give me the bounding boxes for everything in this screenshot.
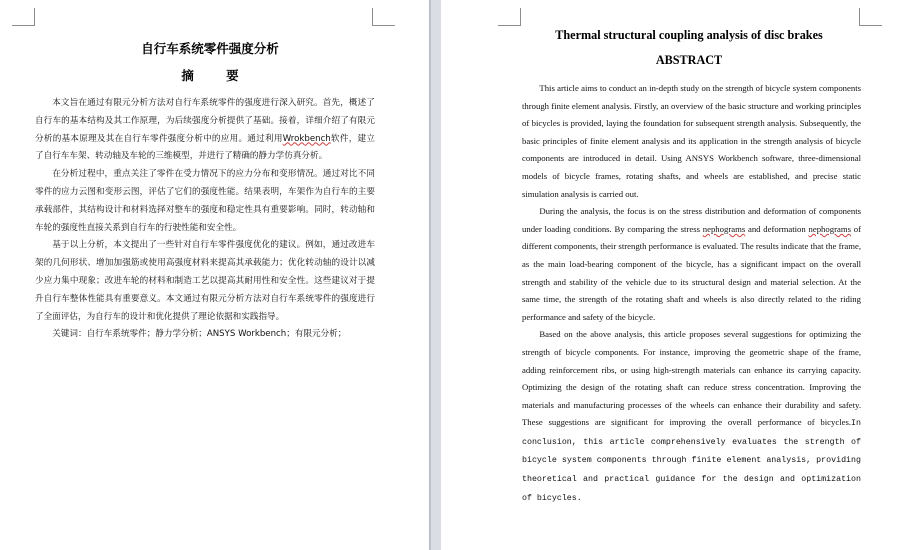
english-paragraph-2-text-b: and deformation [745,223,809,234]
english-paragraph-3-mono-text: In conclusion, this article comprehensively evaluates the strength of bicycle system components through finite element analysis, providing theoretical and practical guidance for the design and optimization of bicycles. [522,419,861,503]
english-paragraph-2 [522,203,861,326]
english-paragraph-2-text-a: During the analysis, the focus is on the stress distribution and deformation of components under loading conditions. By comparing the stress [522,206,861,234]
chinese-paragraph-1-text-end: 软件，建立了自行车车架、转动轴及车轮的三维模型，并进行了精确的静力学仿真分析。 [35,133,375,162]
corner-mark-top-right [372,8,395,26]
chinese-abstract-body [35,95,375,344]
english-abstract-body [522,80,861,507]
english-paragraph-3 [522,326,861,507]
english-title: Thermal structural coupling analysis of disc brakes [555,28,823,42]
chinese-keywords: 关键词：自行车系统零件；静力学分析；ANSYS Workbench；有限元分析； [52,329,347,340]
chinese-title: 自行车系统零件强度分析 [141,41,279,56]
english-abstract-heading: ABSTRACT [655,53,723,67]
corner-mark-top-left [498,8,521,26]
corner-mark-top-right [859,8,882,26]
chinese-paragraph-2: 在分析过程中，重点关注了零件在受力情况下的应力分布和变形情况。通过对比不同零件的应力云图和变形云图，评估了它们的强度性能。结果表明，车架作为自行车的主要承载部件，其结构设计和材料选择对整车的强度和稳定性具有重要影响。同时，转动轴和车轮的强度性直接关系到自行车的行驶性能和安全性。 [35,169,375,233]
misspelled-term-2: nephograms [808,223,851,234]
english-paragraph-1: This article aims to conduct an in-depth study on the strength of bicycle system components through finite element analysis. Firstly, an overview of the basic structure and working principles of bicycles is provided, laying the foundation for subsequent strength analysis. Subsequently, the basic principles of finite element analysis and its application in the strength analysis of bicycle components are introduced in detail. Using ANSYS Workbench software, three-dimensional models of bicycle frames, rotating shafts, and wheels are established, and precise static simulation analysis is carried out. [522,83,861,199]
corner-mark-top-left [12,8,35,26]
english-paragraph-2-text-c: of different components, their strength performance is evaluated. The results indicate that the frame, as the main load-bearing component of the bicycle, has a significant impact on the overall strength and stability of the vehicle due to its structural design and material selection. At the same time, the strength of the rotating shaft and wheels is also directly related to the riding performance and safety of the bicycle. [522,223,861,322]
misspelled-term: Wrokbench [282,133,331,144]
chinese-paragraph-1-text: 本文旨在通过有限元分析方法对自行车系统零件的强度进行深入研究。首先，概述了自行车的基本结构及其工作原理，为后续强度分析提供了基础。接着，详细介绍了有限元分析的基本原理及其在自行车零件强度分析中的应用。通过利用 [35,98,375,144]
english-paragraph-3-text: Based on the above analysis, this article proposes several suggestions for optimizing the strength of bicycle components. For instance, improving the geometric shape of the frame, adding reinforcement ribs, or using high-strength materials can enhance its carrying capacity. Optimizing the design of the rotating shaft can reduce stress concentration. Improving the materials and manufacturing processes of the wheels can enhance their durability and safety. These suggestions are significant for improving the overall performance of bicycles. [522,329,861,428]
right-document-page [441,0,908,550]
chinese-paragraph-1 [35,95,375,166]
chinese-paragraph-3: 基于以上分析，本文提出了一些针对自行车零件强度优化的建议。例如，通过改进车架的几何形状、增加加强筋或使用高强度材料来提高其承载能力；优化转动轴的设计以减少应力集中现象；改进车轮的材料和制造工艺以提高其耐用性和安全性。这些建议对于提升自行车整体性能具有重要意义。本文通过有限元分析方法对自行车系统零件的强度进行了全面评估，为自行车的设计和优化提供了理论依据和实践指导。 [35,240,375,322]
left-document-page [0,0,430,550]
chinese-abstract-heading: 摘 要 [181,68,253,83]
misspelled-term-1: nephograms [702,223,746,234]
